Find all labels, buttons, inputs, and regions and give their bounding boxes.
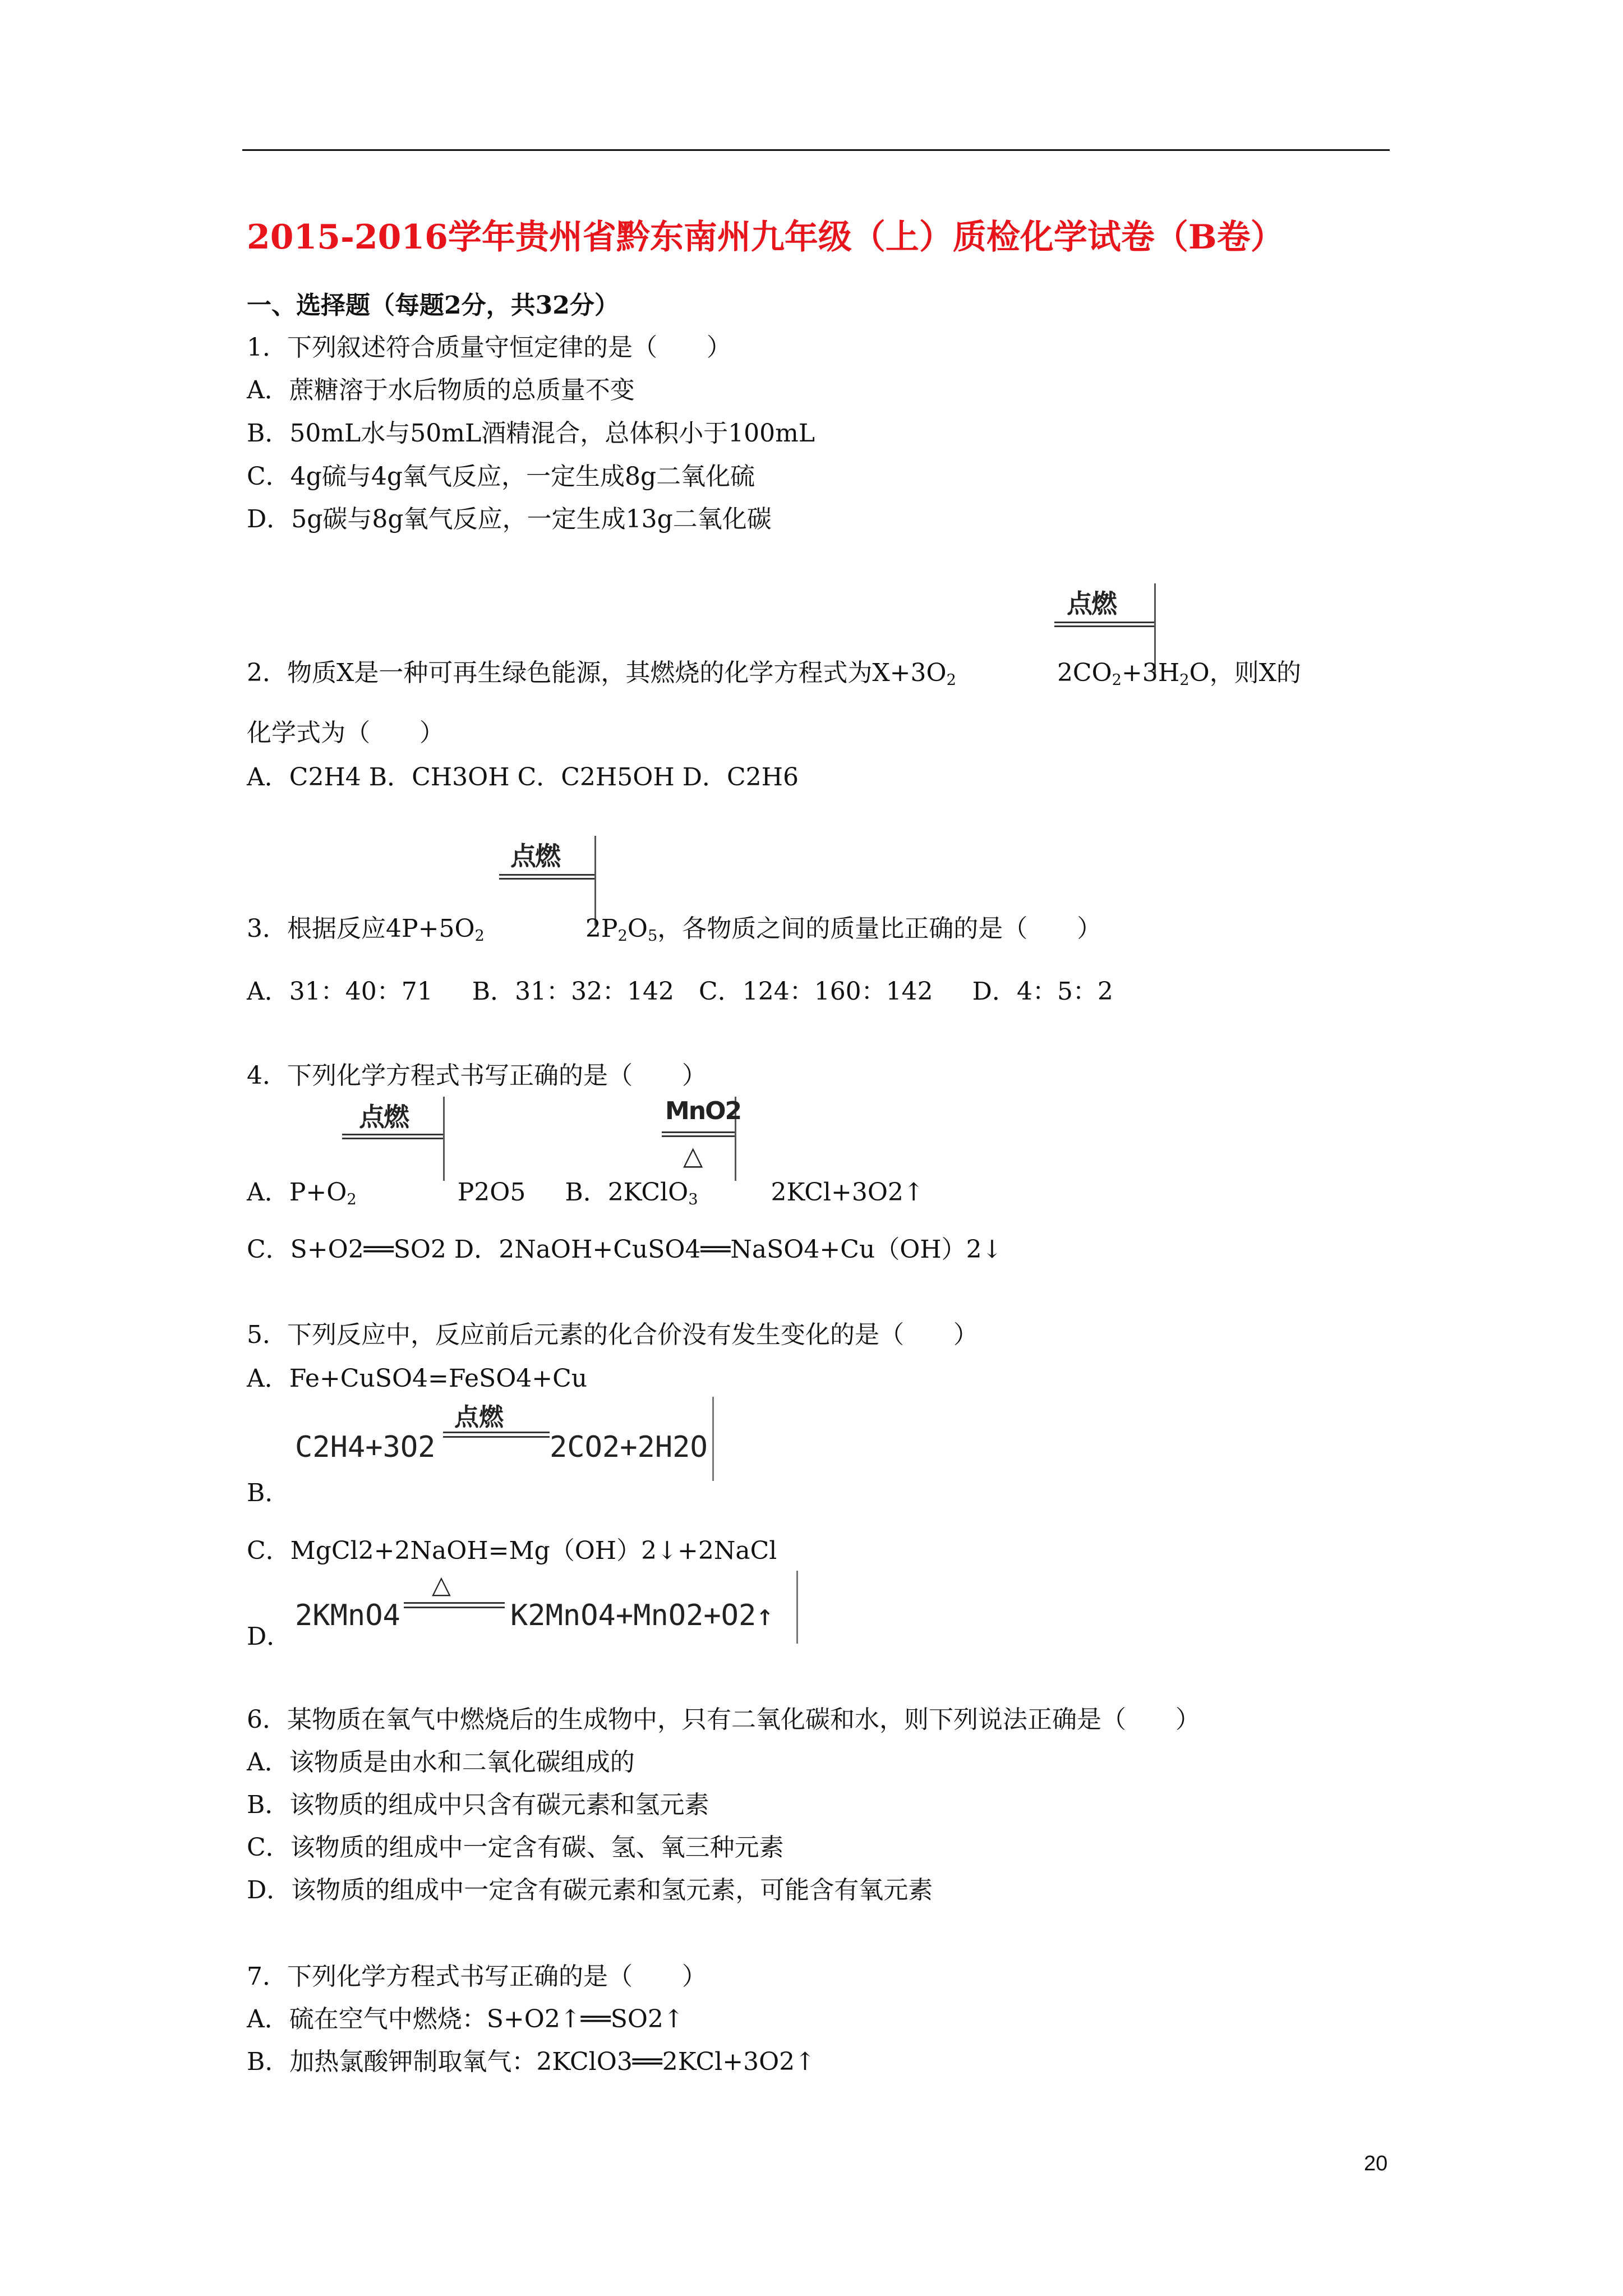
q6-option-d: D．该物质的组成中一定含有碳元素和氢元素，可能含有氧元素: [247, 1876, 933, 1904]
q3-options: A．31：40：71 B．31：32：142 C．124：160：142 D．4：5：2: [247, 977, 1113, 1006]
q4b-condition-top: MnO2: [665, 1097, 741, 1125]
q4-options-cd: C．S+O2══SO2 D．2NaOH+CuSO4══NaSO4+Cu（OH）2↓: [247, 1235, 1003, 1264]
page-title: 2015-2016学年贵州省黔东南州九年级（上）质检化学试卷（B卷）: [247, 218, 1284, 257]
q4a-equals-bar: [342, 1134, 443, 1139]
q5-option-b-label: B．: [247, 1479, 290, 1507]
q4b-condition-bottom: △: [683, 1140, 702, 1171]
q5-option-d-equation-image: 2KMnO4 △ K2MnO4+MnO2+O2↑: [292, 1571, 798, 1644]
q3-equals-bar: [499, 874, 594, 880]
q2-condition-label: 点燃: [1067, 588, 1116, 619]
q5b-equals-bar: [443, 1432, 550, 1438]
q7-stem: 7．下列化学方程式书写正确的是（ ）: [247, 1962, 707, 1991]
header-rule: [242, 149, 1390, 151]
q5-option-a: A．Fe+CuSO4=FeSO4+Cu: [247, 1364, 588, 1393]
q5-option-b-equation-image: C2H4+3O2 点燃 2CO2+2H2O: [292, 1397, 714, 1481]
q4a-condition-label: 点燃: [359, 1102, 408, 1132]
q5-stem: 5．下列反应中，反应前后元素的化合价没有发生变化的是（ ）: [247, 1320, 978, 1349]
q6-option-a: A．该物质是由水和二氧化碳组成的: [247, 1748, 635, 1777]
q2-equals-bar: [1054, 622, 1154, 627]
section-heading: 一、选择题（每题2分，共32分）: [247, 291, 619, 320]
q4b-equals-bar: [662, 1131, 735, 1137]
q2-stem: 2．物质X是一种可再生绿色能源，其燃烧的化学方程式为$X+3O_2$ $2CO_2+3H_2O$，则X的: [247, 659, 1302, 689]
q2-options: A．C2H4 B．CH3OH C．C2H5OH D．C2H6: [247, 763, 799, 792]
q7-option-a: A．硫在空气中燃烧：S+O2↑══SO2↑: [247, 2005, 684, 2033]
q1-option-b: B．50mL水与50mL酒精混合，总体积小于100mL: [247, 419, 815, 448]
q2-stem-continued: 化学式为（ ）: [247, 719, 444, 747]
q6-option-c: C．该物质的组成中一定含有碳、氢、氧三种元素: [247, 1833, 784, 1862]
q1-stem: 1．下列叙述符合质量守恒定律的是（ ）: [247, 333, 731, 362]
q1-option-a: A．蔗糖溶于水后物质的总质量不变: [247, 376, 635, 404]
q1-option-d: D．5g碳与8g氧气反应，一定生成13g二氧化碳: [247, 505, 772, 533]
q4-stem: 4．下列化学方程式书写正确的是（ ）: [247, 1061, 707, 1090]
q3-condition-label: 点燃: [510, 841, 560, 871]
q6-stem: 6．某物质在氧气中燃烧后的生成物中，只有二氧化碳和水，则下列说法正确是（ ）: [247, 1705, 1200, 1734]
q4a-reaction-condition: [342, 1097, 445, 1181]
q3-stem: 3．根据反应$4P+5O_2$ $2P_2O_5$，各物质之间的质量比正确的是（ ）: [247, 914, 1102, 945]
q5-option-c: C．MgCl2+2NaOH=Mg（OH）2↓+2NaCl: [247, 1536, 777, 1565]
q1-option-c: C．4g硫与4g氧气反应，一定生成8g二氧化硫: [247, 462, 755, 491]
q6-option-b: B．该物质的组成中只含有碳元素和氢元素: [247, 1791, 709, 1819]
q7-option-b: B．加热氯酸钾制取氧气：2KClO3══2KCl+3O2↑: [247, 2047, 816, 2076]
q5-option-d-label: D．: [247, 1622, 292, 1651]
page-number: 20: [1364, 2152, 1388, 2175]
q5d-equals-bar: [404, 1602, 505, 1608]
q4b-reaction-condition: [662, 1097, 741, 1181]
q4-options-ab: A．$P+O_2$ P2O5 B．2KClO$_3$ 2KCl+3O2↑: [247, 1178, 924, 1208]
